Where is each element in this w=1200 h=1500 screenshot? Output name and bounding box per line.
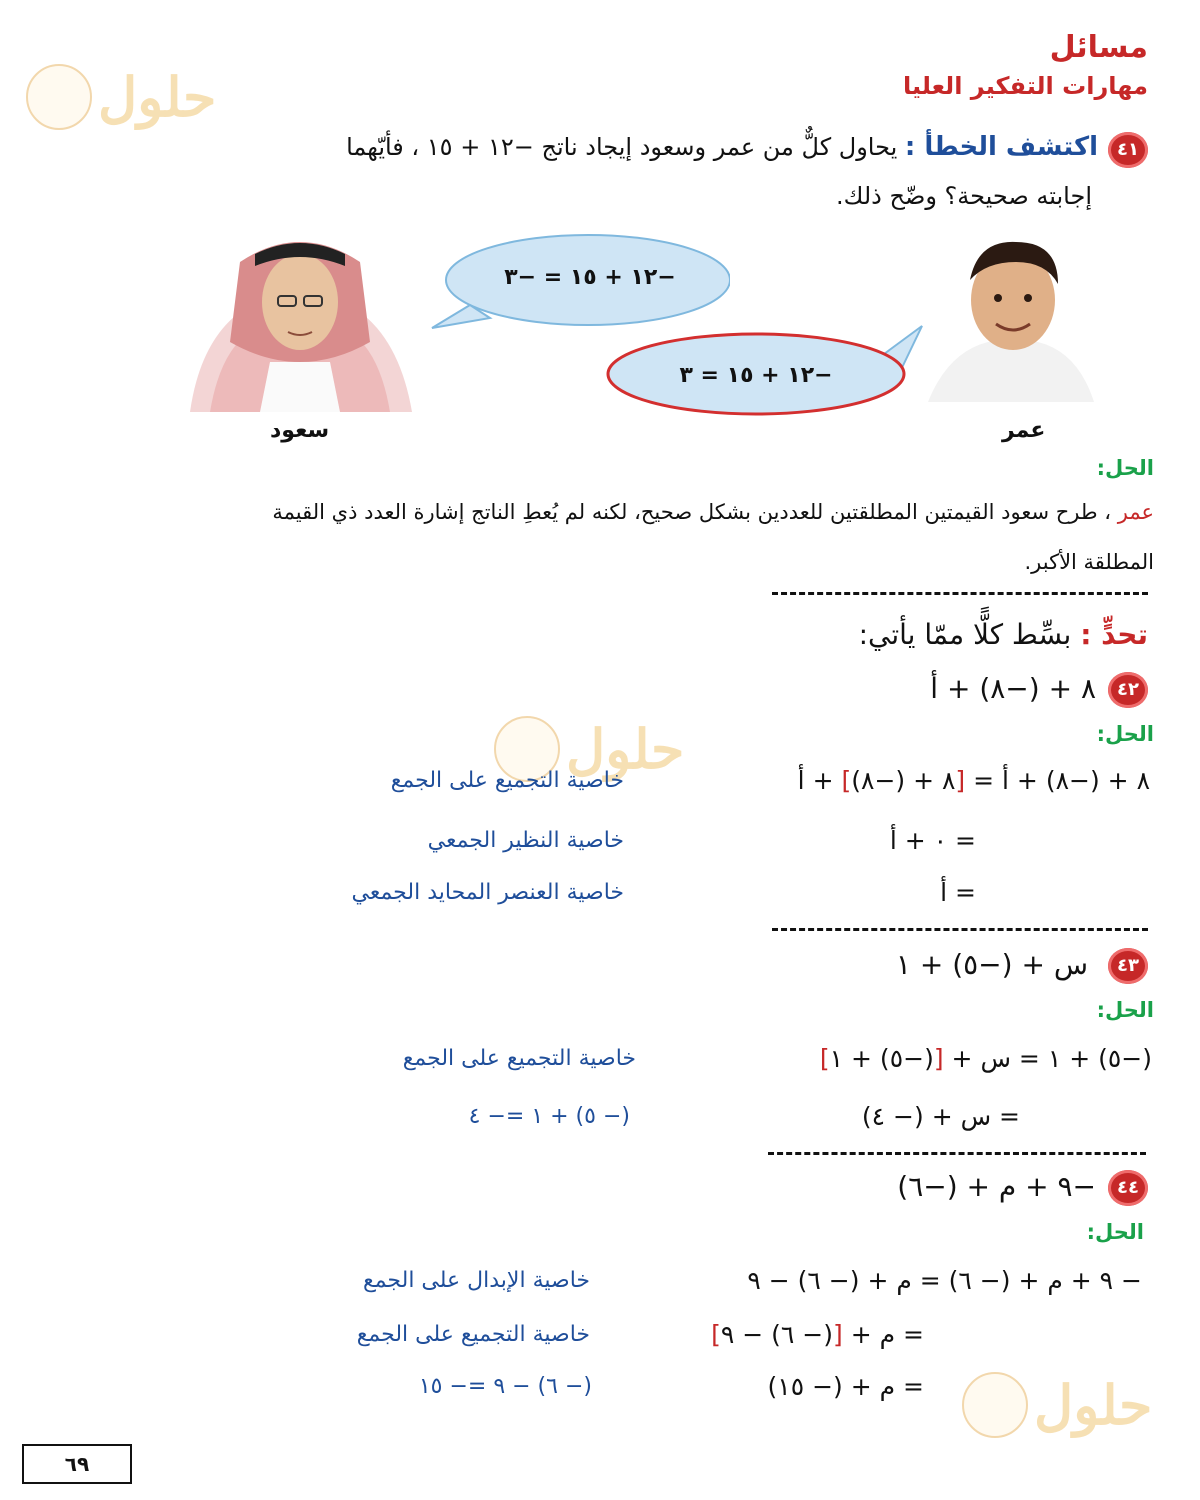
- omar-photo: [918, 232, 1098, 402]
- eq-part: ٨ + (−٨) + أ =: [965, 766, 1150, 795]
- page-number: ٦٩: [22, 1444, 132, 1484]
- q42-step3-equation: = أ: [940, 878, 976, 907]
- q42-step1-property: خاصية التجميع على الجمع: [390, 768, 624, 793]
- solution-label: الحل:: [1096, 998, 1154, 1022]
- watermark-emblem-icon: [26, 64, 92, 130]
- watermark-text: حلول: [98, 65, 217, 129]
- solution-41-line2: المطلقة الأكبر.: [1024, 550, 1154, 574]
- section-title: مسائل: [1049, 30, 1148, 65]
- answer-name: عمر: [1117, 500, 1154, 524]
- q42-step2-property: خاصية النظير الجمعي: [427, 828, 624, 853]
- section-divider: [772, 592, 1148, 595]
- question-label: اكتشف الخطأ :: [904, 132, 1098, 162]
- omar-name: عمر: [1002, 418, 1046, 443]
- q42-step1-equation: [730, 766, 1150, 795]
- solution-label: الحل:: [1096, 722, 1154, 746]
- section-divider: [772, 928, 1148, 931]
- q44-step1-property: خاصية الإبدال على الجمع: [362, 1268, 590, 1293]
- omar-figure-icon: [918, 232, 1098, 402]
- q43-step2-property: (− ٥) + ١ =− ٤: [468, 1104, 630, 1129]
- eq-part: (− ٦) − ٩: [720, 1320, 834, 1349]
- saud-name: سعود: [270, 418, 330, 443]
- omar-bubble-text: −١٢ + ١٥ = ٣: [679, 362, 833, 388]
- bracket-close: ]: [841, 766, 852, 795]
- solution-41-line1: [74, 500, 1154, 524]
- watermark-logo-top: [26, 64, 216, 130]
- answer-text: ، طرح سعود القيمتين المطلقتين للعددين بشكل صحيح، لكنه لم يُعطِ الناتج إشارة العدد ذي القيمة: [272, 500, 1112, 524]
- bracket-open: [: [933, 1044, 944, 1073]
- eq-part: = م +: [842, 1320, 924, 1349]
- q43-step2-equation: = س + (− ٤): [861, 1102, 1020, 1131]
- q43-step1-equation: [732, 1044, 1152, 1073]
- q44-step3-equation: = م + (− ١٥): [767, 1372, 924, 1401]
- question-43-expression: س + (−٥) + ١: [895, 948, 1088, 981]
- q43-step1-property: خاصية التجميع على الجمع: [402, 1046, 636, 1071]
- challenge-label: تحدٍّ :: [1080, 618, 1148, 651]
- challenge-heading: [859, 618, 1148, 651]
- bracket-open: [: [833, 1320, 843, 1349]
- q42-step3-property: خاصية العنصر المحايد الجمعي: [351, 880, 624, 905]
- watermark-logo-bottom: [962, 1372, 1152, 1438]
- question-number-badge: ٤٤: [1108, 1170, 1148, 1206]
- q44-step1-equation: − ٩ + م + (− ٦) = م + (− ٦) − ٩: [747, 1266, 1142, 1295]
- question-41-line1: [98, 132, 1098, 162]
- saud-photo: [180, 222, 420, 412]
- question-41-line2: إجابته صحيحة؟ وضّح ذلك.: [835, 182, 1092, 210]
- question-44-expression: −٩ + م + (−٦): [897, 1170, 1096, 1203]
- question-number-badge: ٤١: [1108, 132, 1148, 168]
- bracket-close: ]: [711, 1320, 721, 1349]
- watermark-text: حلول: [566, 717, 685, 781]
- eq-part: (−٥) + ١ = س +: [943, 1044, 1152, 1073]
- q44-step2-equation: [684, 1320, 924, 1349]
- q42-step2-equation: = ٠ + أ: [889, 826, 976, 855]
- watermark-text: حلول: [1034, 1373, 1153, 1437]
- q44-step3-property: (− ٦) − ٩ =− ١٥: [418, 1374, 592, 1399]
- section-subtitle: مهارات التفكير العليا: [903, 72, 1148, 100]
- bracket-open: [: [955, 766, 966, 795]
- challenge-text: بسِّط كلًّا ممّا يأتي:: [858, 618, 1072, 651]
- saud-bubble-text: −١٢ + ١٥ = −٣: [504, 264, 676, 290]
- eq-part: + أ: [797, 766, 842, 795]
- question-42-expression: ٨ + (−٨) + أ: [930, 672, 1096, 705]
- eq-part: ٨ + (−٨): [851, 766, 956, 795]
- solution-label: الحل:: [1096, 456, 1154, 480]
- watermark-emblem-icon: [962, 1372, 1028, 1438]
- saud-figure-icon: [180, 222, 420, 412]
- eq-part: (−٥) + ١: [829, 1044, 934, 1073]
- q44-step2-property: خاصية التجميع على الجمع: [356, 1322, 590, 1347]
- bracket-close: ]: [819, 1044, 830, 1073]
- question-number-badge: ٤٣: [1108, 948, 1148, 984]
- question-number-badge: ٤٢: [1108, 672, 1148, 708]
- solution-label: الحل:: [1086, 1220, 1144, 1244]
- section-divider: [768, 1152, 1146, 1155]
- question-text: يحاول كلٌّ من عمر وسعود إيجاد ناتج −١٢ + ١٥ ، فأيّهما: [346, 133, 898, 161]
